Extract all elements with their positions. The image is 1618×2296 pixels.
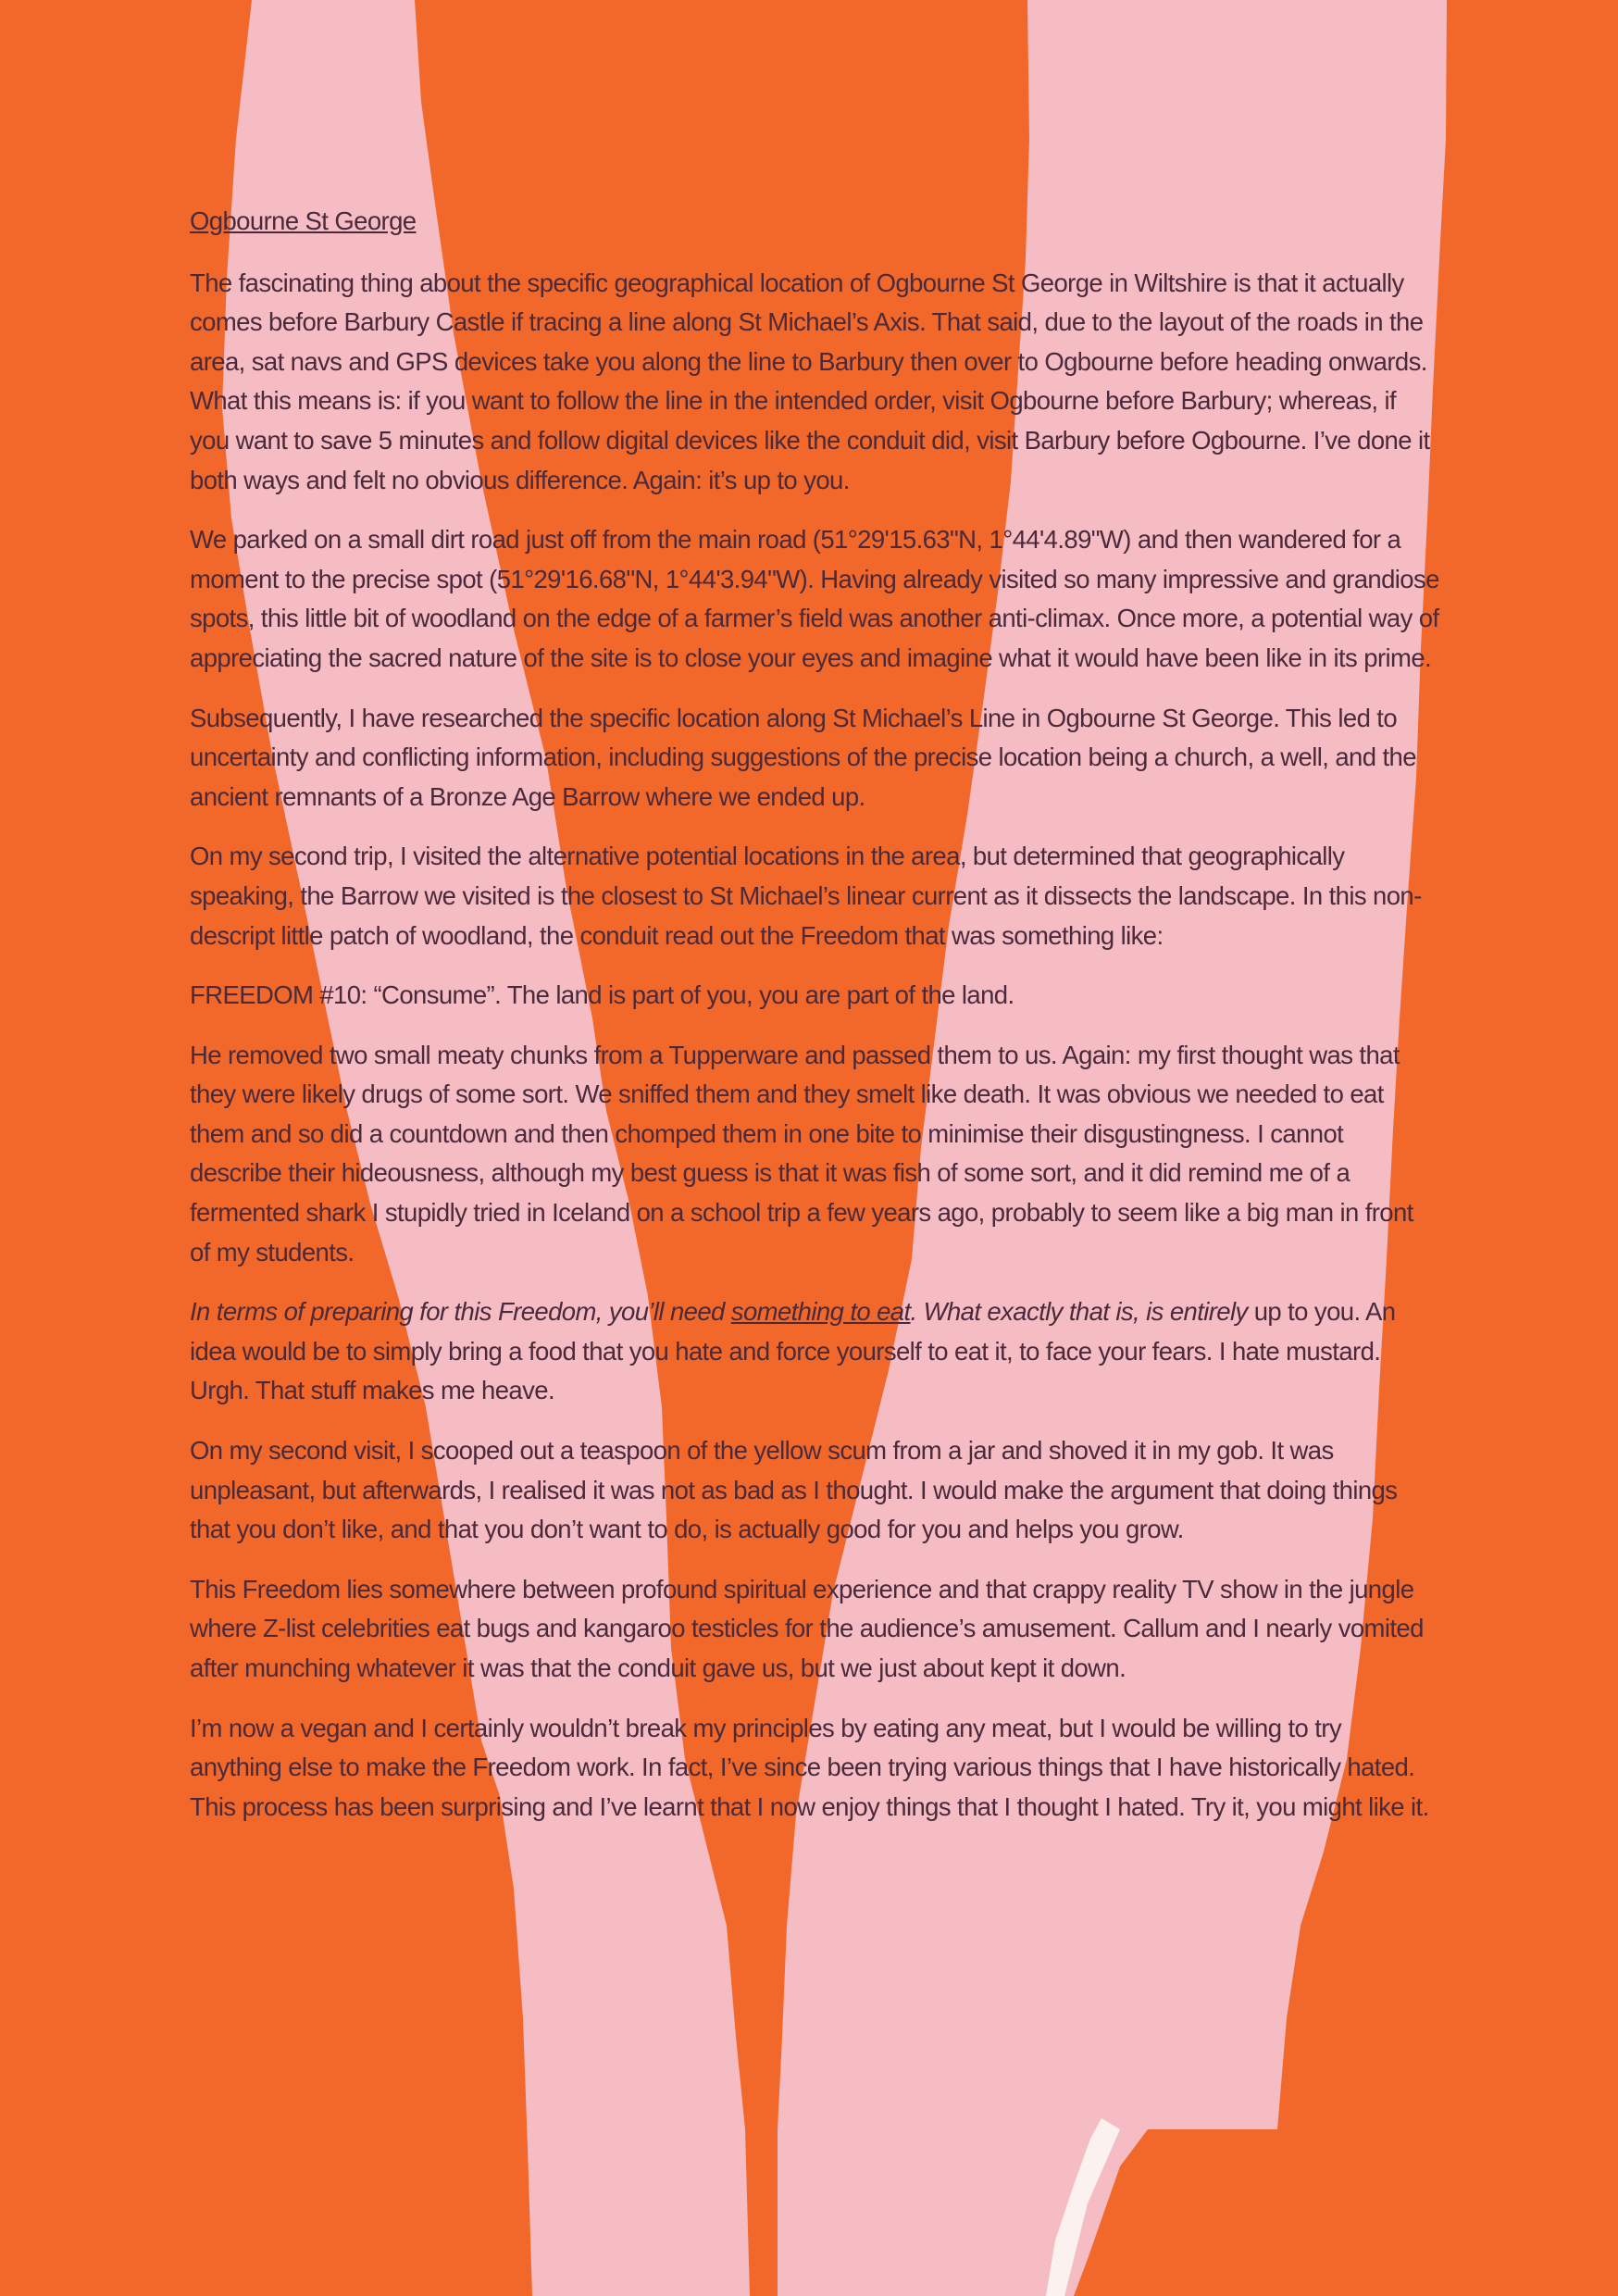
freedom-statement: FREEDOM #10: “Consume”. The land is part of you, you are part of the land.: [190, 980, 1014, 1010]
paragraph-parking-coordinates: We parked on a small dirt road just off from the main road (51°29'15.63"N, 1°44'4.89"W) and then wandered for a moment to the precise spot (51°29'16.68"N, 1°44'3.94"W). Having already visited so many impressive and grandiose spots, this little bit of woodland on the edge of a farmer’s field was another anti-climax. Once more, a potential way of appreciating the sacred nature of the site is to close your eyes and imagine what it would have been like in its prime.: [190, 525, 1439, 672]
paragraph-second-trip: On my second trip, I visited the alternative potential locations in the area, but determined that geographically speaking, the Barrow we visited is the closest to St Michael’s linear current as it dissects the landscape. In this non-descript little patch of woodland, the conduit read out the Freedom that was something like:: [190, 842, 1422, 950]
paragraph-meaty-chunks: He removed two small meaty chunks from a Tupperware and passed them to us. Again: my first thought was that they were likely drugs of some sort. We sniffed them and they smelt like death. It was obvious we needed to eat them and so did a countdown and then chomped them in one bite to minimise their disgustingness. I cannot describe their hideousness, although my best guess is that it was fish of some sort, and it did remind me of a fermented shark I stupidly tried in Iceland on a school trip a few years ago, probably to seem like a big man in front of my students.: [190, 1040, 1413, 1267]
paragraph-mustard: On my second visit, I scooped out a teaspoon of the yellow scum from a jar and shoved it in my gob. It was unpleasant, but afterwards, I realised it was not as bad as I thought. I would make the argument that doing things that you don’t like, and that you don’t want to do, is actually good for you and helps you grow.: [190, 1436, 1398, 1544]
paragraph-route-order: The fascinating thing about the specific geographical location of Ogbourne St George in Wiltshire is that it actually comes before Barbury Castle if tracing a line along St Michael’s Axis. That said, due to the layout of the roads in the area, sat navs and GPS devices take you along the line to Barbury then over to Ogbourne before heading onwards. What this means is: if you want to follow the line in the intended order, visit Ogbourne before Barbury; whereas, if you want to save 5 minutes and follow digital devices like the conduit did, visit Barbury before Ogbourne. I’ve done it both ways and felt no obvious difference. Again: it’s up to you.: [190, 268, 1430, 494]
paragraph-preparation: [190, 1292, 1439, 1411]
document-title: Ogbourne St George: [190, 206, 417, 235]
paragraph-research: Subsequently, I have researched the specific location along St Michael’s Line in Ogbourne St George. This led to uncertainty and conflicting information, including suggestions of the precise location being a church, a well, and the ancient remnants of a Bronze Age Barrow where we ended up.: [190, 703, 1416, 811]
paragraph-reality-tv: This Freedom lies somewhere between profound spiritual experience and that crappy reality TV show in the jungle where Z-list celebrities eat bugs and kangaroo testicles for the audience’s amusement. Callum and I nearly vomited after munching whatever it was that the conduit gave us, but we just about kept it down.: [190, 1574, 1424, 1682]
document-body: [190, 202, 1439, 1847]
paragraph-vegan: I’m now a vegan and I certainly wouldn’t break my principles by eating any meat, but I would be willing to try anything else to make the Freedom work. In fact, I’ve since been trying various things that I have historically hated. This process has been surprising and I’ve learnt that I now enjoy things that I thought I hated. Try it, you might like it.: [190, 1713, 1429, 1821]
prep-rest: up to you. An idea would be to simply bring a food that you hate and force yourself to eat it, to face your fears. I hate mustard. Urgh. That stuff makes me heave.: [190, 1297, 1396, 1405]
prep-italic-tail: . What exactly that is, is entirely: [910, 1297, 1248, 1327]
prep-intro: In terms of preparing for this Freedom, you’ll need: [190, 1297, 731, 1327]
prep-underlined: something to eat: [730, 1297, 911, 1327]
